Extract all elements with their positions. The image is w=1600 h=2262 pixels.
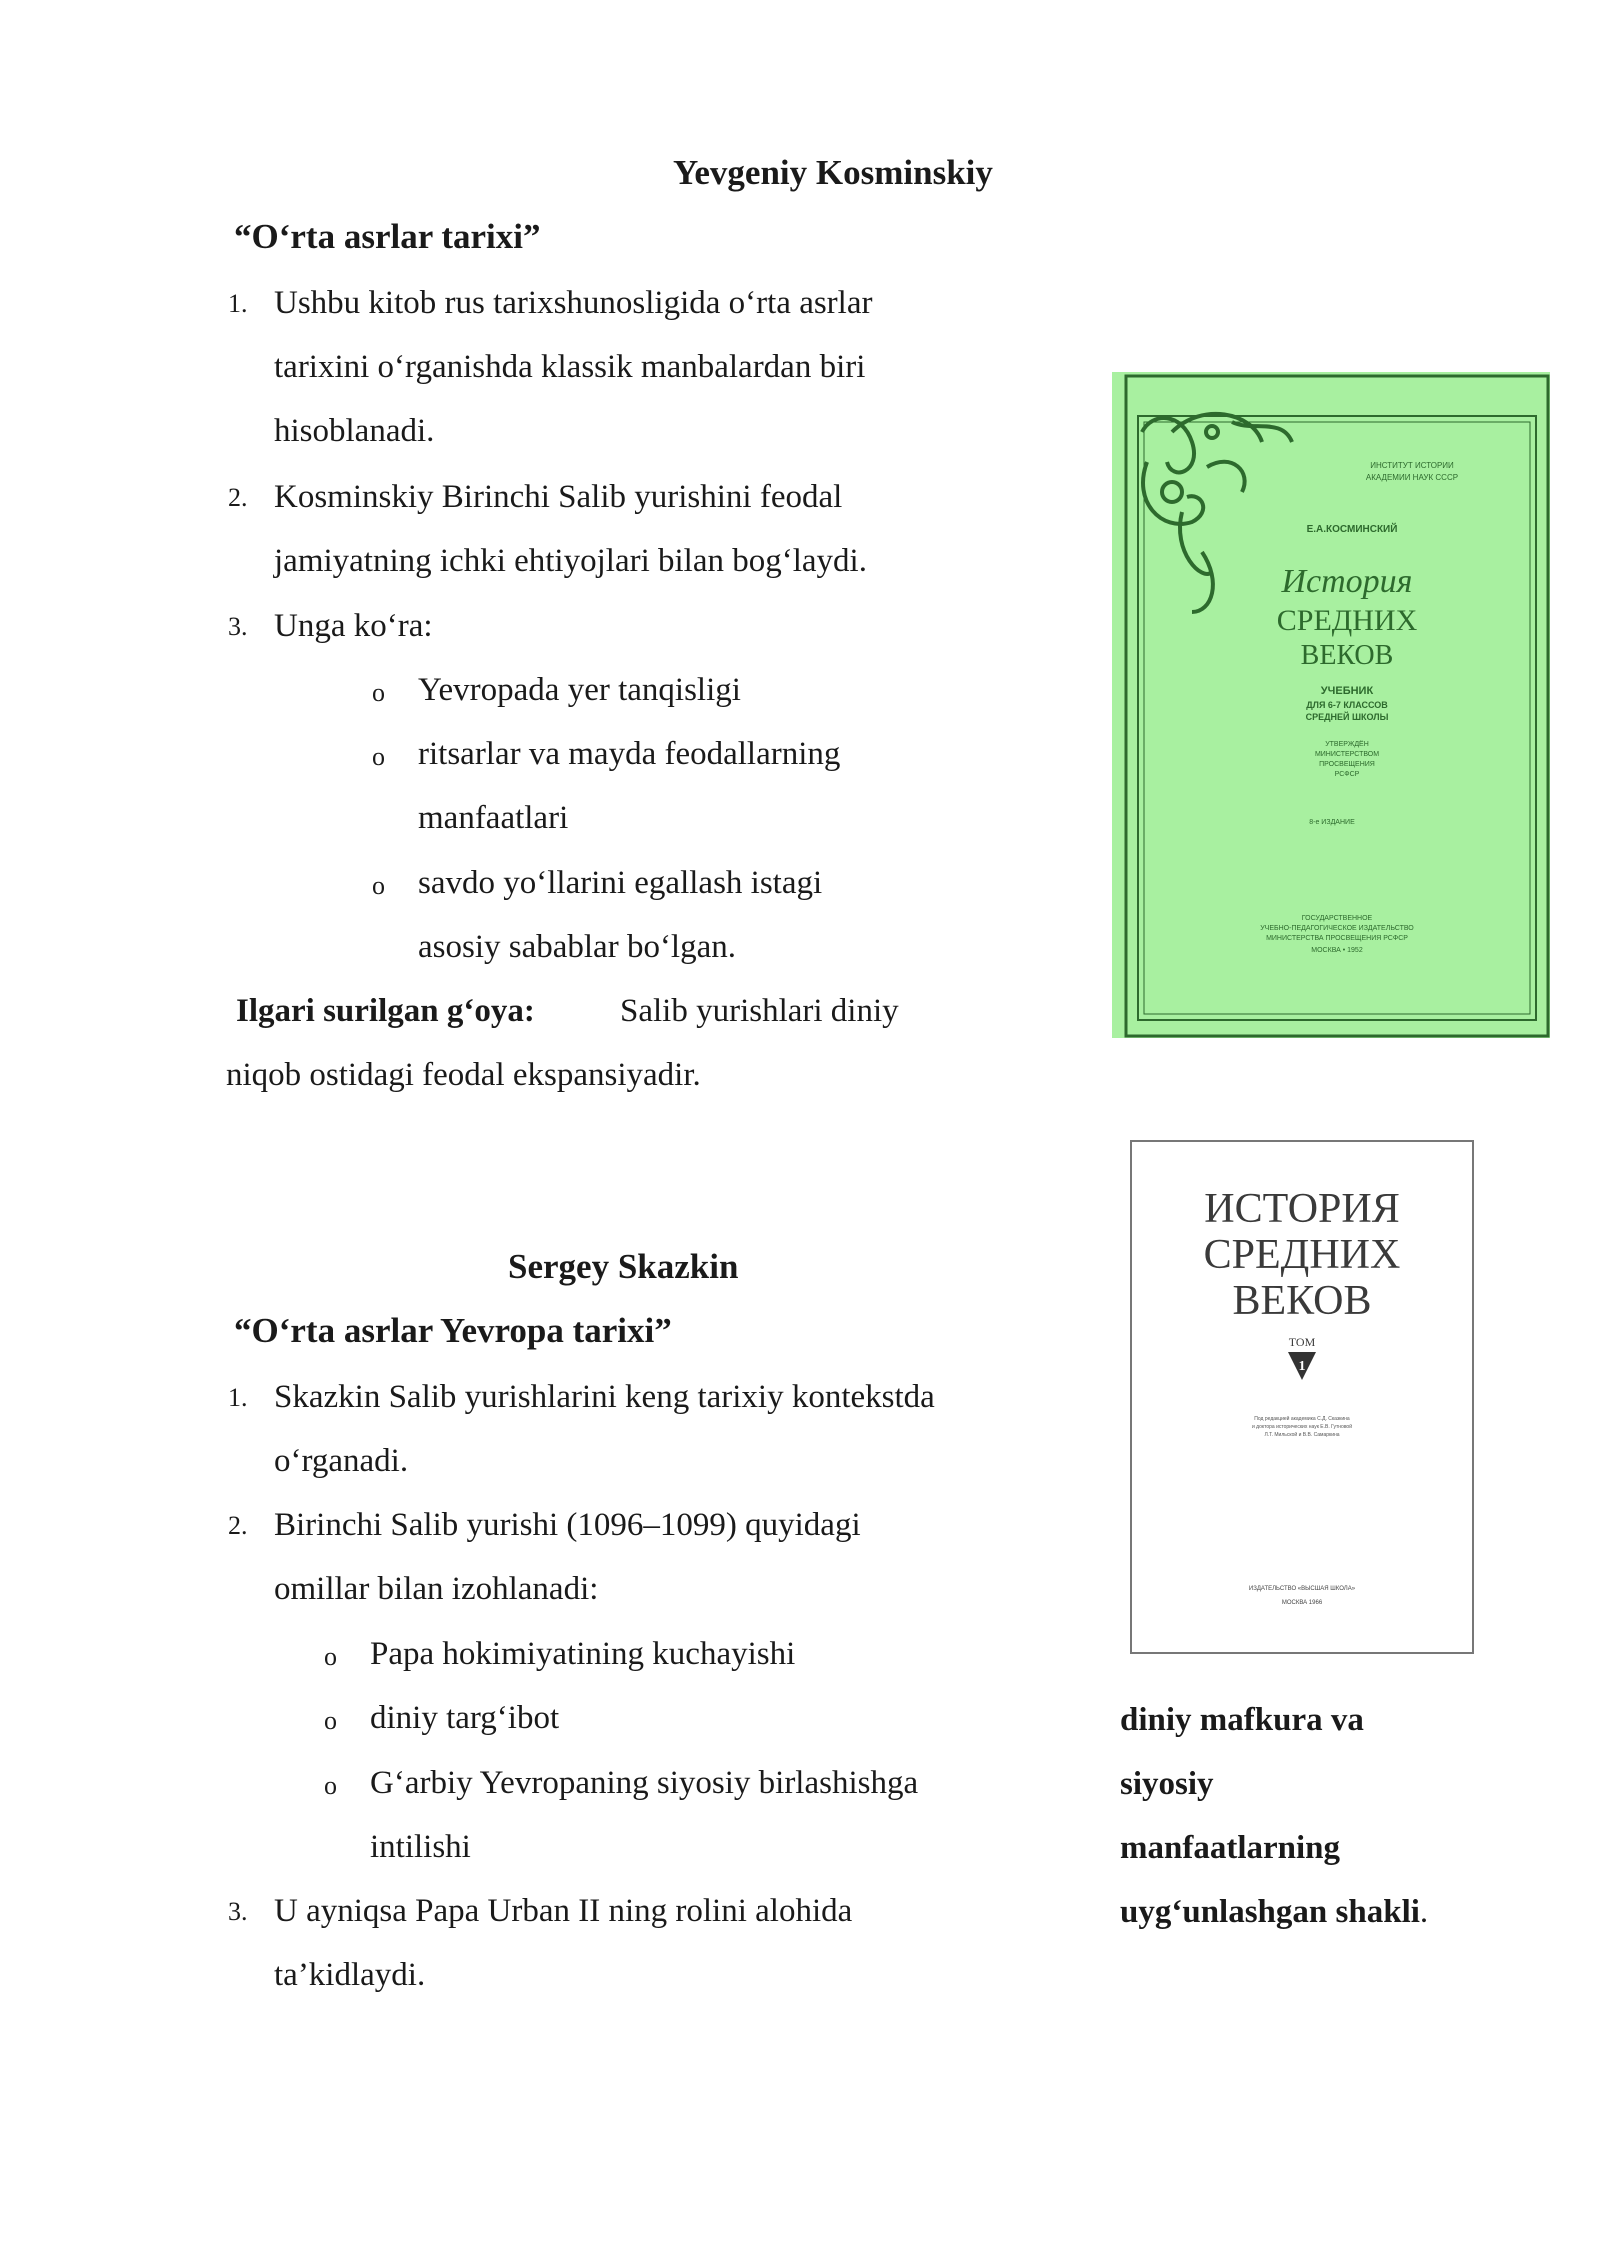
cover-subtitle: УЧЕБНИК bbox=[1320, 685, 1374, 697]
list-item-line: o‘rganadi. bbox=[274, 1443, 409, 1479]
side-note-line bbox=[1120, 1892, 1428, 1932]
cover-city-year: МОСКВА 1966 bbox=[1281, 1600, 1323, 1606]
side-note-line: manfaatlarning bbox=[1120, 1830, 1341, 1866]
section1-author-heading: Yevgeniy Kosminskiy bbox=[673, 153, 993, 192]
cover-small-text: АКАДЕМИИ НАУК СССР bbox=[1365, 473, 1459, 482]
cover-title: История bbox=[1281, 563, 1413, 600]
sub-list-item-line: ritsarlar va mayda feodallarning bbox=[418, 736, 841, 772]
side-note-line: siyosiy bbox=[1120, 1766, 1214, 1802]
list-item-line: ta’kidlaydi. bbox=[274, 1957, 426, 1993]
cover-frame bbox=[1112, 372, 1550, 1038]
cover-title: ВЕКОВ bbox=[1232, 1278, 1372, 1324]
cover-author: Е.А.КОСМИНСКИЙ bbox=[1306, 524, 1398, 535]
ornament-icon bbox=[1142, 414, 1292, 612]
cover-subtitle: ДЛЯ 6-7 КЛАССОВ bbox=[1306, 700, 1388, 710]
sub-list-item-line: Yevropada yer tanqisligi bbox=[418, 672, 741, 708]
cover-small-text: ГОСУДАРСТВЕННОЕ bbox=[1301, 915, 1373, 922]
list-item-line: omillar bilan izohlanadi: bbox=[274, 1571, 599, 1607]
bullet-marker: o bbox=[324, 1706, 337, 1735]
cover-small-text: Л.Т. Мильской и В.В. Самаркина bbox=[1264, 1432, 1340, 1438]
cover-title: СРЕДНИХ bbox=[1203, 1232, 1401, 1278]
list-item-line: U ayniqsa Papa Urban II ning rolini alohida bbox=[274, 1893, 853, 1929]
section2-book-title: “O‘rta asrlar Yevropa tarixi” bbox=[234, 1311, 672, 1350]
list-number: 1. bbox=[228, 289, 248, 318]
list-item-line: jamiyatning ichki ehtiyojlari bilan bog‘laydi. bbox=[274, 543, 867, 579]
cover-small-text: и доктора исторических наук Е.В. Гутновой bbox=[1251, 1424, 1353, 1430]
book-cover-skazkin bbox=[1130, 1140, 1474, 1654]
cover-small-text: РСФСР bbox=[1334, 771, 1360, 778]
list-item-line: Skazkin Salib yurishlarini keng tarixiy kontekstda bbox=[274, 1379, 935, 1415]
cover-small-text: Под редакцией академика С.Д. Сказкина bbox=[1254, 1416, 1350, 1422]
idea-text: niqob ostidagi feodal ekspansiyadir. bbox=[226, 1057, 701, 1093]
cover-small-text: МИНИСТЕРСТВА ПРОСВЕЩЕНИЯ РСФСР bbox=[1266, 935, 1408, 942]
list-item-line: Kosminskiy Birinchi Salib yurishini feodal bbox=[274, 479, 843, 515]
idea-text: Salib yurishlari diniy bbox=[620, 993, 899, 1029]
cover-small-text: ПРОСВЕЩЕНИЯ bbox=[1319, 761, 1375, 768]
bullet-marker: o bbox=[324, 1771, 337, 1800]
sub-list-item-line: Papa hokimiyatining kuchayishi bbox=[370, 1636, 796, 1672]
cover-volume-number: 1 bbox=[1298, 1359, 1306, 1374]
idea-label: Ilgari surilgan g‘oya: bbox=[236, 993, 535, 1029]
cover-small-text: ИНСТИТУТ ИСТОРИИ bbox=[1370, 461, 1454, 470]
cover-small-text: УТВЕРЖДЁН bbox=[1325, 741, 1369, 748]
list-number: 1. bbox=[228, 1383, 248, 1412]
list-item-line: Ushbu kitob rus tarixshunosligida o‘rta asrlar bbox=[274, 285, 873, 321]
cover-publisher: ИЗДАТЕЛЬСТВО «ВЫСШАЯ ШКОЛА» bbox=[1248, 1586, 1356, 1592]
list-number: 3. bbox=[228, 612, 248, 641]
side-note-period: . bbox=[1419, 1894, 1429, 1930]
sub-list-item-line: asosiy sabablar bo‘lgan. bbox=[418, 929, 736, 965]
list-number: 3. bbox=[228, 1897, 248, 1926]
list-item-line: hisoblanadi. bbox=[274, 413, 435, 449]
sub-list-item-line: diniy targ‘ibot bbox=[370, 1700, 560, 1736]
cover-small-text: УЧЕБНО-ПЕДАГОГИЧЕСКОЕ ИЗДАТЕЛЬСТВО bbox=[1260, 925, 1414, 932]
cover-small-text: МИНИСТЕРСТВОМ bbox=[1314, 751, 1380, 758]
section1-book-title: “O‘rta asrlar tarixi” bbox=[234, 217, 541, 256]
cover-small-text: 8-е ИЗДАНИЕ bbox=[1309, 819, 1355, 826]
bullet-marker: o bbox=[372, 871, 385, 900]
list-number: 2. bbox=[228, 1511, 248, 1540]
book-cover-kosminskiy bbox=[1112, 372, 1550, 1038]
sub-list-item-line: intilishi bbox=[370, 1829, 471, 1865]
sub-list-item-line: G‘arbiy Yevropaning siyosiy birlashishga bbox=[370, 1765, 919, 1801]
list-item-line: tarixini o‘rganishda klassik manbalardan biri bbox=[274, 349, 866, 385]
cover-title: СРЕДНИХ bbox=[1276, 604, 1418, 637]
section2-author-heading: Sergey Skazkin bbox=[508, 1247, 739, 1286]
cover-content bbox=[1132, 1142, 1472, 1652]
bullet-marker: o bbox=[372, 742, 385, 771]
side-note-text: uyg‘unlashgan shakli bbox=[1120, 1894, 1420, 1930]
bullet-marker: o bbox=[372, 678, 385, 707]
cover-subtitle: СРЕДНЕЙ ШКОЛЫ bbox=[1305, 712, 1389, 722]
list-item-line: Birinchi Salib yurishi (1096–1099) quyidagi bbox=[274, 1507, 861, 1543]
bullet-marker: o bbox=[324, 1642, 337, 1671]
list-item-line: Unga ko‘ra: bbox=[274, 608, 433, 644]
cover-small-text: МОСКВА • 1952 bbox=[1311, 947, 1363, 954]
cover-title: ИСТОРИЯ bbox=[1204, 1186, 1400, 1232]
list-number: 2. bbox=[228, 483, 248, 512]
sub-list-item-line: manfaatlari bbox=[418, 800, 569, 836]
sub-list-item-line: savdo yo‘llarini egallash istagi bbox=[418, 865, 823, 901]
cover-title: ВЕКОВ bbox=[1300, 640, 1394, 671]
side-note-line: diniy mafkura va bbox=[1120, 1702, 1364, 1738]
cover-volume-label: ТОМ bbox=[1288, 1335, 1316, 1349]
